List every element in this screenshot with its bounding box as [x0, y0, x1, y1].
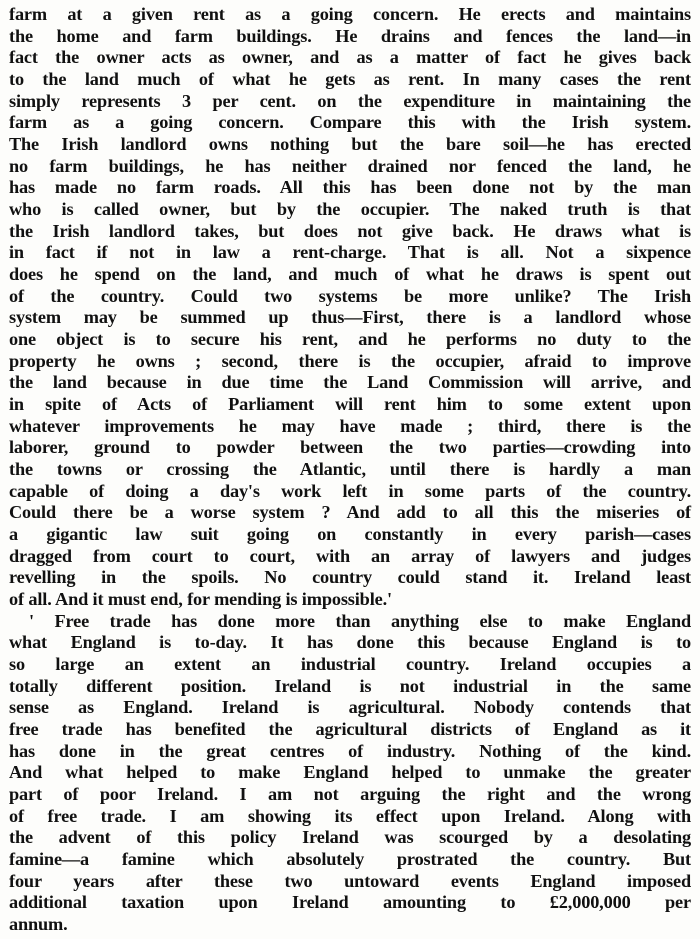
text-line: has done in the great centres of industry. Nothing of the kind. [9, 740, 691, 761]
text-line: four years after these two untoward events England imposed [9, 870, 691, 891]
text-line: in fact if not in law a rent-charge. That is all. Not a sixpence [9, 242, 691, 263]
text-line: Could there be a worse system ? And add to all this the miseries of [9, 502, 691, 523]
text-line: of the country. Could two systems be more unlike? The Irish [9, 285, 691, 306]
text-line: revelling in the spoils. No country could stand it. Ireland least [9, 567, 691, 588]
text-line: farm at a given rent as a going concern. He erects and maintains [9, 4, 691, 24]
text-line: the home and farm buildings. He drains and fences the land—in [9, 25, 691, 46]
text-line: the towns or crossing the Atlantic, until there is hardly a man [9, 459, 691, 479]
text-line: capable of doing a day's work left in some parts of the country. [9, 480, 691, 501]
text-line: does he spend on the land, and much of what he draws is spent out [9, 264, 691, 284]
text-line: famine—a famine which absolutely prostrated the country. But [9, 849, 691, 869]
text-line: free trade has benefited the agricultural districts of England as it [9, 719, 691, 739]
text-line: the land because in due time the Land Commission will arrive, and [9, 372, 691, 393]
text-line: dragged from court to court, with an array of lawyers and judges [9, 545, 691, 566]
text-line: who is called owner, but by the occupier. The naked truth is that [9, 199, 691, 219]
text-line: totally different position. Ireland is not industrial in the same [9, 675, 691, 696]
text-line: The Irish landlord owns nothing but the bare soil—he has erected [9, 134, 691, 154]
text-line: ' Free trade has done more than anything else to make England [29, 610, 691, 631]
text-line: And what helped to make England helped to unmake the greater [9, 762, 691, 783]
text-line: no farm buildings, he has neither drained nor fenced the land, he [9, 155, 691, 176]
text-line: a gigantic law suit going on constantly in every parish—cases [9, 524, 691, 544]
text-line: laborer, ground to powder between the two parties—crowding into [9, 437, 691, 458]
text-line: sense as England. Ireland is agricultural. Nobody contends that [9, 697, 691, 718]
text-line: has made no farm roads. All this has been done not by the man [9, 177, 691, 198]
text-line: farm as a going concern. Compare this with the Irish system. [9, 112, 691, 133]
text-line: what England is to-day. It has done this because England is to [9, 632, 691, 653]
text-line: fact the owner acts as owner, and as a matter of fact he gives back [9, 47, 691, 68]
text-line: simply represents 3 per cent. on the expenditure in maintaining the [9, 90, 691, 111]
text-line: part of poor Ireland. I am not arguing the right and the wrong [9, 784, 691, 804]
text-line: to the land much of what he gets as rent. In many cases the rent [9, 69, 691, 89]
text-line: so large an extent an industrial country. Ireland occupies a [9, 654, 691, 674]
text-line: of free trade. I am showing its effect upon Ireland. Along with [9, 805, 691, 826]
text-line: in spite of Acts of Parliament will rent him to some extent upon [9, 394, 691, 414]
text-line: of all. And it must end, for mending is impossible.' [9, 589, 392, 609]
text-line: system may be summed up thus—First, there is a landlord whose [9, 307, 691, 328]
text-line: additional taxation upon Ireland amounting to £2,000,000 per [9, 892, 691, 913]
text-line: the advent of this policy Ireland was scourged by a desolating [9, 827, 691, 848]
text-line: the Irish landlord takes, but does not give back. He draws what is [9, 220, 691, 241]
text-line: annum. [9, 914, 68, 934]
text-line: property he owns ; second, there is the occupier, afraid to improve [9, 350, 691, 371]
text-line: one object is to secure his rent, and he performs no duty to the [9, 329, 691, 349]
text-line: whatever improvements he may have made ; third, there is the [9, 415, 691, 436]
